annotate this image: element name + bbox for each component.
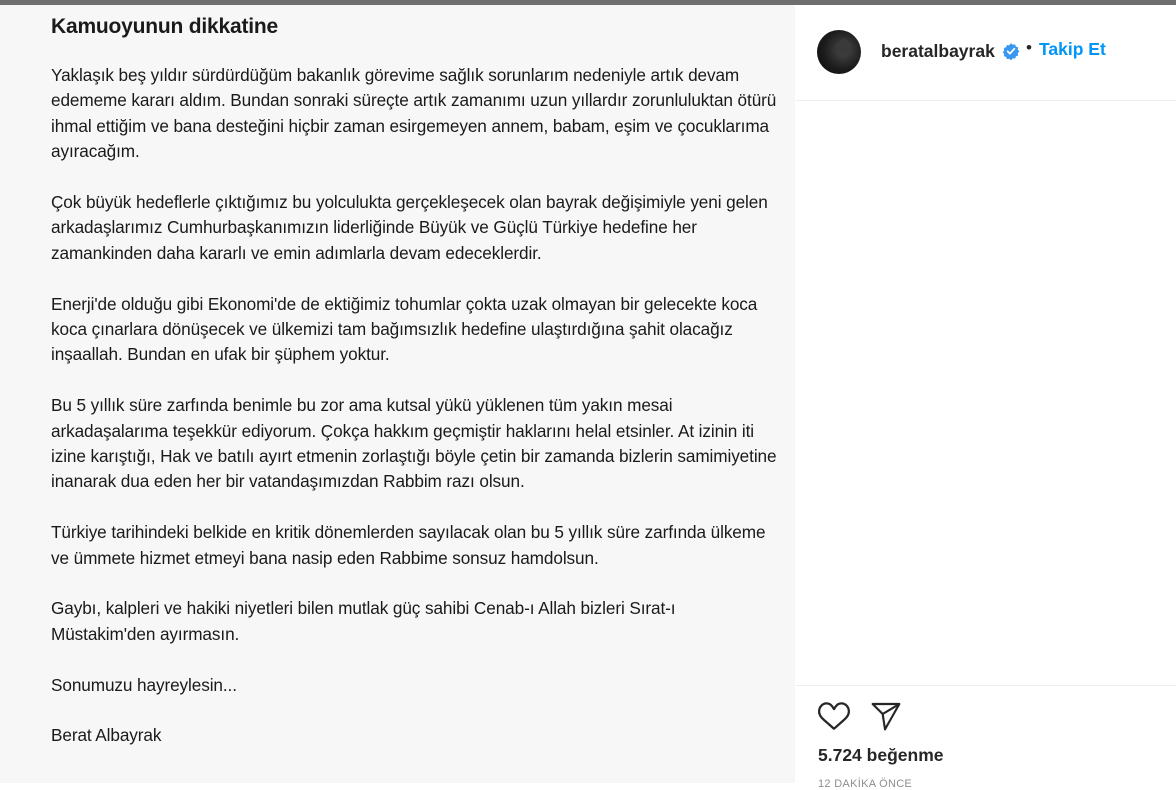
letter-paragraph: Bu 5 yıllık süre zarfında benimle bu zor ama kutsal yükü yüklenen tüm yakın mesai arkadaşalarıma teşekkür ediyorum. Çokça hakkım geçmiştir haklarını helal etsinler. At izinin iti izine karıştığı, Hak ve batılı ayırt etmenin zorlaştığı böyle çetin bir zamanda bizlerin samimiyetine inanarak dua eden her bir vatandaşımızdan Rabbim razı olsun. [51, 395, 777, 492]
verified-badge-icon [1002, 42, 1020, 60]
post-actions [795, 685, 1176, 790]
username-link[interactable]: beratalbayrak [881, 41, 995, 61]
letter-paragraph: Türkiye tarihindeki belkide en kritik dönemlerden sayılacak olan bu 5 yıllık süre zarfında ülkeme ve ümmete hizmet etmeyi bana nasip eden Rabbime sonsuz hamdolsun. [51, 522, 766, 568]
letter-paragraph: Enerji'de olduğu gibi Ekonomi'de de ektiğimiz tohumlar çokta uzak olmayan bir gelecekte koca koca çınarlara dönüşecek ve ülkemizi tam bağımsızlık hedefine ulaştırdığına şahit olacağız inşaallah. Bundan en ufak bir şüphem yoktur. [51, 293, 758, 365]
post-timestamp: 12 DAKİKA ÖNCE [818, 778, 913, 790]
letter-paragraph: Yaklaşık beş yıldır sürdürdüğüm bakanlık görevime sağlık sorunlarım nedeniyle artık devam edememe kararı aldım. Bundan sonraki süreçte artık zamanımı uzun yıllardır zorunluluktan ötürü ihmal ettiğim ve bana desteğini hiçbir zaman esirgemeyen annem, babam, eşim ve çocuklarıma ayıracağım. [51, 65, 777, 162]
post-image [0, 5, 795, 783]
letter-paragraph: Çok büyük hedeflerle çıktığımız bu yolculukta gerçekleşecek olan bayrak değişimiyle yeni gelen arkadaşlarımız Cumhurbaşkanımızın liderliğinde Büyük ve Güçlü Türkiye hedefine her zamankinden daha kararlı ve emin adımlarla devam edeceklerdir. [51, 192, 768, 263]
post-header [795, 5, 1176, 101]
profile-avatar[interactable] [817, 30, 861, 74]
follow-button[interactable]: Takip Et [1039, 39, 1106, 59]
header-separator: • [1026, 38, 1032, 57]
statement-letter [51, 15, 781, 774]
letter-signature: Berat Albayrak [51, 725, 162, 746]
letter-paragraph: Gaybı, kalpleri ve hakiki niyetleri bilen mutlak güç sahibi Cenab-ı Allah bizleri Sırat-ı Müstakim'den ayırmasın. [51, 598, 676, 644]
paper-plane-icon[interactable] [869, 700, 903, 732]
letter-title: Kamuoyunun dikkatine [51, 15, 279, 38]
letter-paragraph: Sonumuzu hayreylesin... [51, 674, 237, 695]
post-sidebar [795, 5, 1176, 790]
like-count[interactable]: 5.724 beğenme [818, 745, 944, 765]
heart-icon[interactable] [816, 699, 852, 733]
